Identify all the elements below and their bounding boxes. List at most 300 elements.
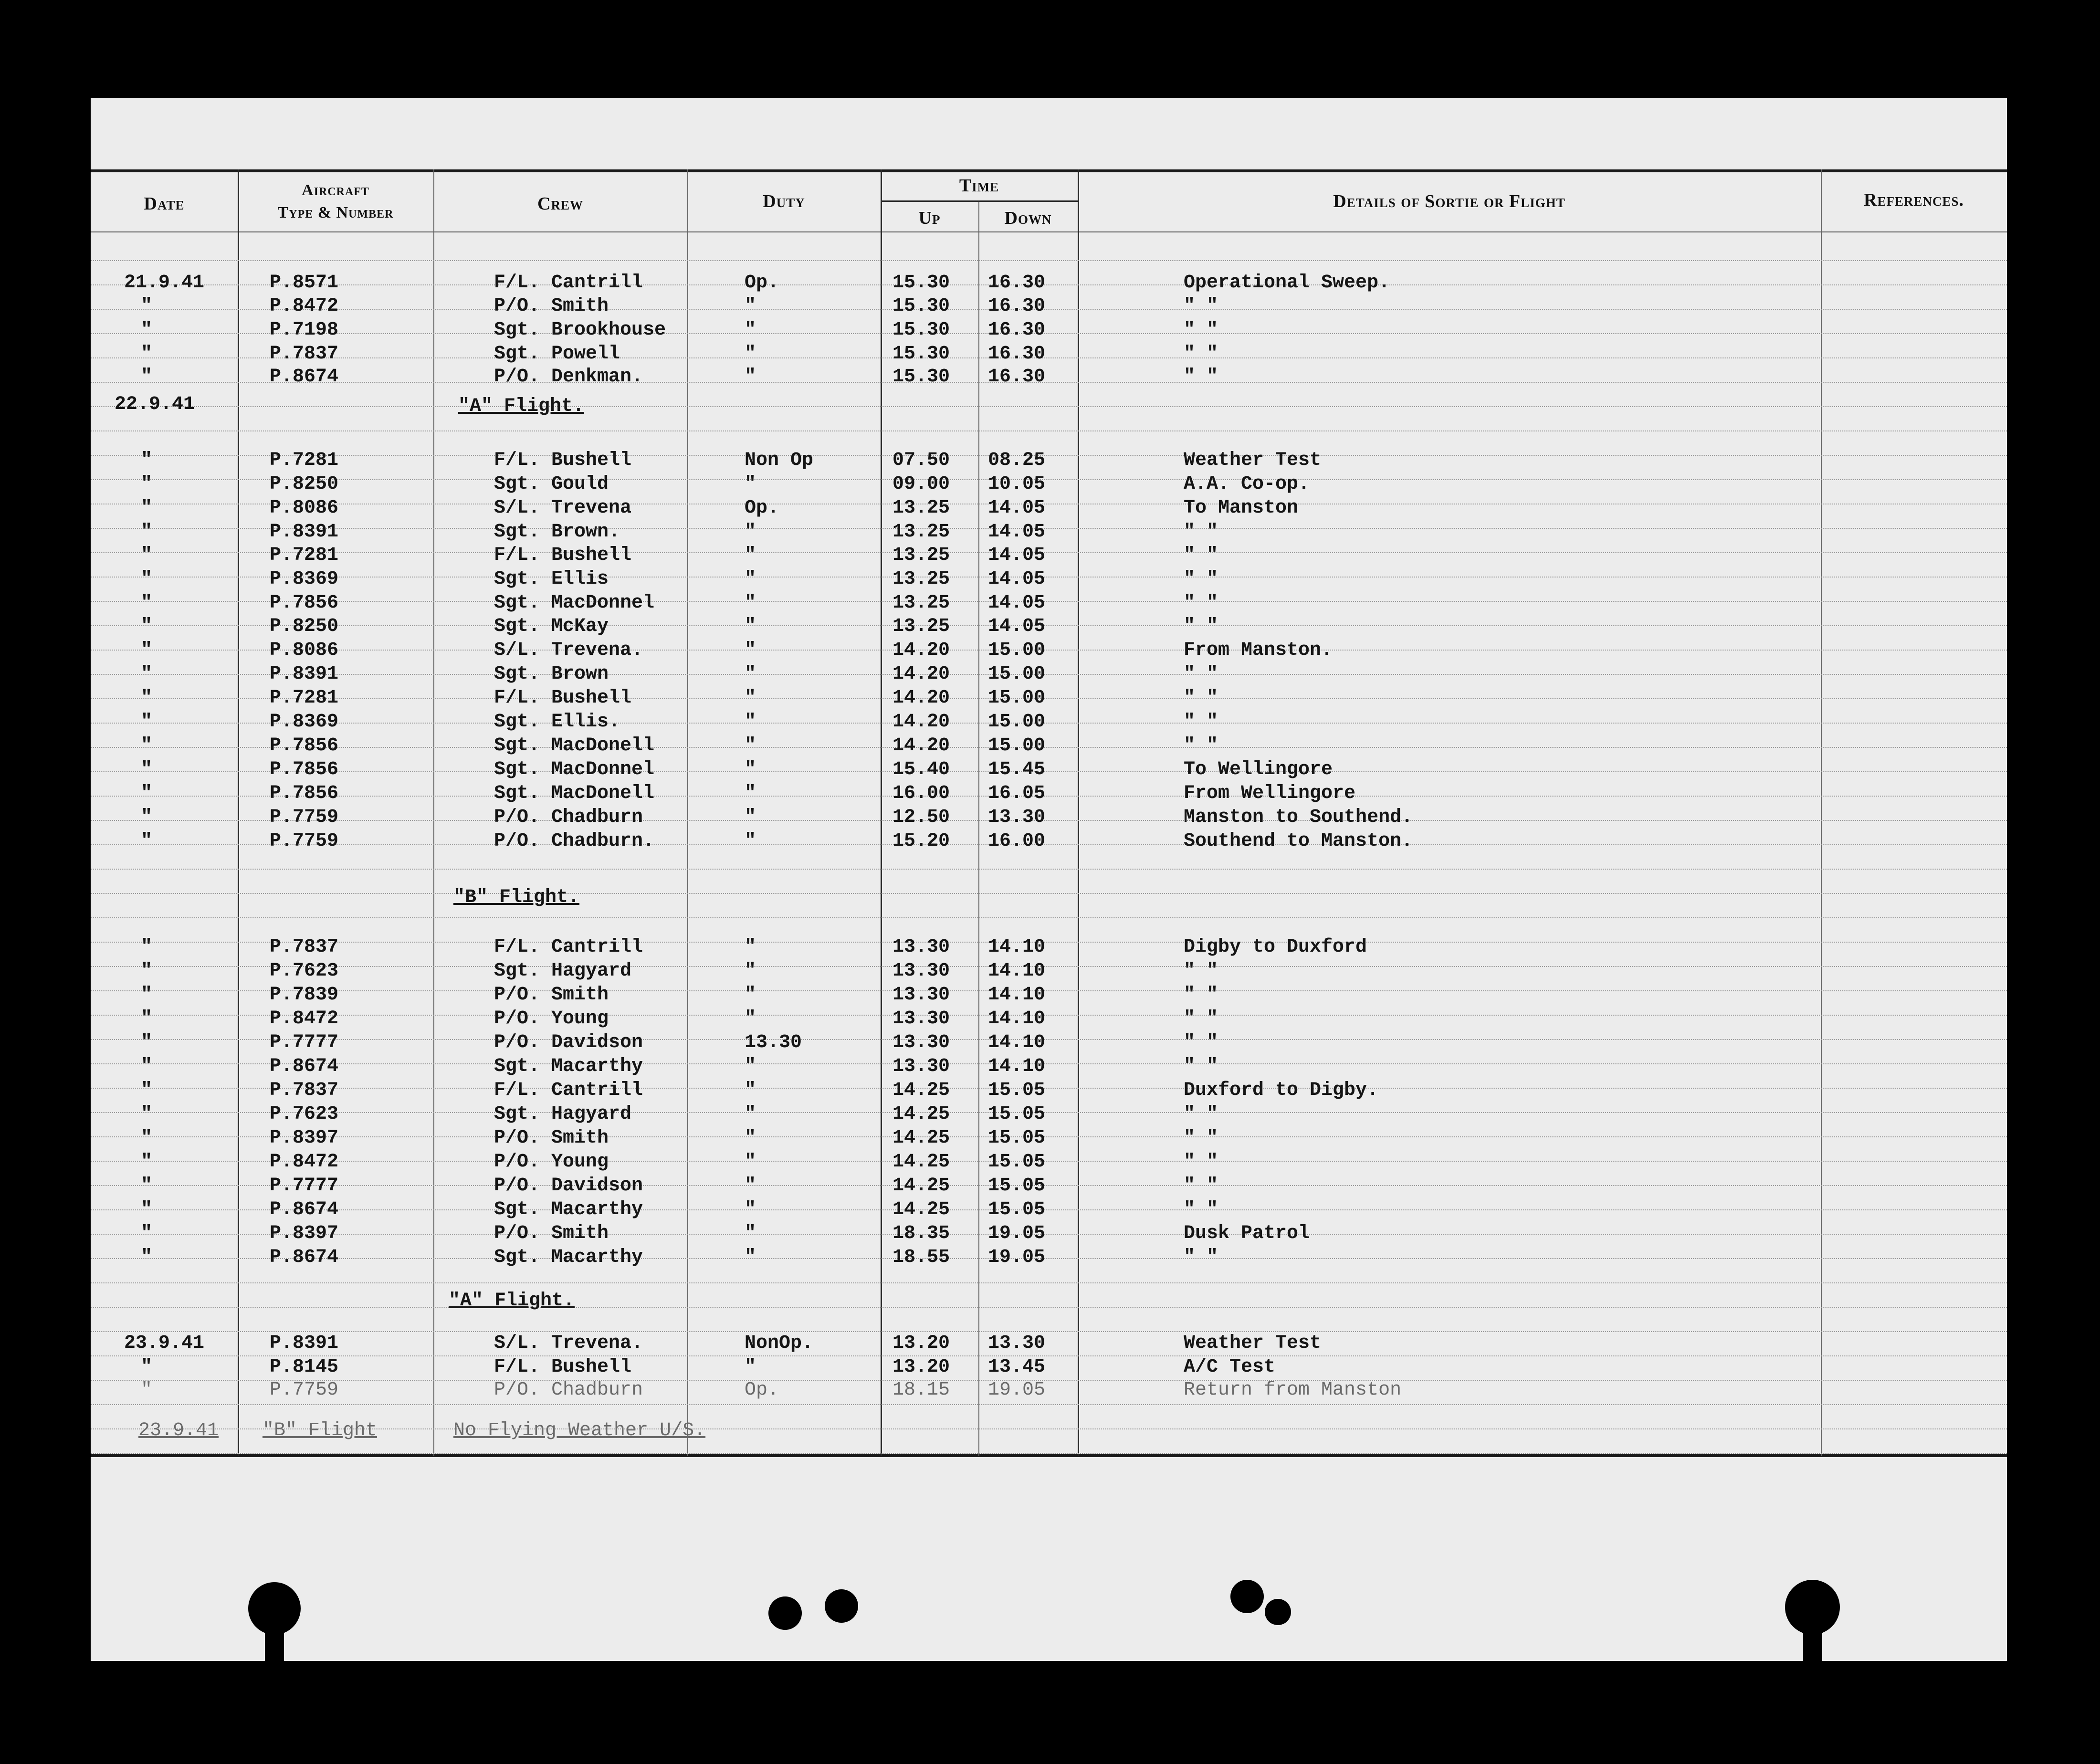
row-aircraft: P.8369 bbox=[270, 568, 339, 590]
row-details: From Manston. bbox=[1184, 640, 1333, 661]
row-crew: F/L. Bushell bbox=[494, 687, 632, 709]
ruled-line bbox=[91, 284, 2007, 285]
row-time-down: 13.45 bbox=[988, 1356, 1046, 1378]
row-date: " bbox=[141, 830, 153, 852]
row-details: Duxford to Digby. bbox=[1184, 1080, 1379, 1101]
row-time-up: 14.20 bbox=[892, 687, 950, 709]
row-duty: " bbox=[745, 663, 756, 685]
column-divider bbox=[433, 169, 434, 1456]
ruled-line bbox=[91, 528, 2007, 529]
row-date: " bbox=[141, 1103, 153, 1125]
row-aircraft: P.8250 bbox=[270, 473, 339, 495]
row-date: " bbox=[141, 568, 153, 590]
ruled-line bbox=[91, 869, 2007, 870]
row-time-down: 14.10 bbox=[988, 1008, 1046, 1029]
row-aircraft: P.8250 bbox=[270, 616, 339, 637]
row-crew: F/L. Bushell bbox=[494, 450, 632, 471]
row-time-down: 19.05 bbox=[988, 1223, 1046, 1244]
row-crew: S/L. Trevena bbox=[494, 497, 632, 519]
row-date: " bbox=[141, 1356, 153, 1378]
row-time-up: 15.20 bbox=[892, 830, 950, 852]
row-time-up: 15.30 bbox=[892, 319, 950, 341]
ruled-line bbox=[91, 1185, 2007, 1186]
row-time-down: 16.30 bbox=[988, 319, 1046, 341]
row-crew: P/O. Young bbox=[494, 1151, 609, 1173]
row-duty: " bbox=[745, 319, 756, 341]
row-time-up: 18.35 bbox=[892, 1223, 950, 1244]
row-date: 23.9.41 bbox=[124, 1333, 205, 1354]
header-aircraft: Aircraft bbox=[302, 181, 369, 199]
row-details: Manston to Southend. bbox=[1184, 807, 1413, 828]
row-details: " " bbox=[1184, 545, 1218, 566]
binder-slot bbox=[1803, 1623, 1822, 1666]
row-time-up: 13.25 bbox=[892, 497, 950, 519]
row-duty: " bbox=[745, 343, 756, 365]
row-time-up: 13.30 bbox=[892, 1008, 950, 1029]
row-time-up: 13.30 bbox=[892, 960, 950, 982]
last-row-date: 23.9.41 bbox=[138, 1420, 219, 1441]
row-details: A.A. Co-op. bbox=[1184, 473, 1310, 495]
header-rule-top bbox=[91, 169, 2007, 172]
ruled-line bbox=[91, 1404, 2007, 1405]
row-duty: " bbox=[745, 1080, 756, 1101]
row-time-up: 13.25 bbox=[892, 592, 950, 614]
row-time-up: 18.55 bbox=[892, 1247, 950, 1268]
ruled-line bbox=[91, 406, 2007, 407]
row-details: " " bbox=[1184, 663, 1218, 685]
row-time-down: 14.10 bbox=[988, 960, 1046, 982]
row-date: " bbox=[141, 616, 153, 637]
row-date: " bbox=[141, 807, 153, 828]
row-details: Southend to Manston. bbox=[1184, 830, 1413, 852]
row-date: " bbox=[141, 343, 153, 365]
row-duty: " bbox=[745, 592, 756, 614]
row-crew: P/O. Davidson bbox=[494, 1175, 643, 1197]
row-duty: Non Op bbox=[745, 450, 814, 471]
row-time-up: 09.00 bbox=[892, 473, 950, 495]
row-details: " " bbox=[1184, 960, 1218, 982]
row-time-down: 15.05 bbox=[988, 1199, 1046, 1220]
row-time-down: 15.00 bbox=[988, 640, 1046, 661]
column-divider bbox=[978, 202, 979, 1456]
ruled-line bbox=[91, 601, 2007, 602]
row-details: " " bbox=[1184, 711, 1218, 733]
ruled-line bbox=[91, 1380, 2007, 1381]
row-details: " " bbox=[1184, 1247, 1218, 1268]
row-details: " " bbox=[1184, 366, 1218, 388]
row-date: " bbox=[141, 1151, 153, 1173]
row-duty: " bbox=[745, 545, 756, 566]
punch-hole bbox=[768, 1596, 802, 1630]
row-crew: Sgt. Ellis. bbox=[494, 711, 620, 733]
row-details: " " bbox=[1184, 343, 1218, 365]
row-aircraft: P.7856 bbox=[270, 759, 339, 780]
row-date: " bbox=[141, 1247, 153, 1268]
row-details: " " bbox=[1184, 1008, 1218, 1029]
row-aircraft: P.8674 bbox=[270, 1199, 339, 1220]
row-date: " bbox=[141, 936, 153, 958]
ruled-line bbox=[91, 1307, 2007, 1308]
row-date: " bbox=[141, 1379, 153, 1401]
row-duty: Op. bbox=[745, 1379, 779, 1401]
row-duty: " bbox=[745, 1223, 756, 1244]
row-date: " bbox=[141, 366, 153, 388]
row-crew: Sgt. Brown. bbox=[494, 521, 620, 543]
ruled-line bbox=[91, 382, 2007, 383]
row-date: " bbox=[141, 735, 153, 756]
row-time-up: 13.30 bbox=[892, 984, 950, 1006]
last-row-aircraft: "B" Flight bbox=[262, 1420, 378, 1441]
punch-hole bbox=[1265, 1599, 1291, 1625]
punch-hole bbox=[1230, 1580, 1264, 1613]
row-time-up: 14.20 bbox=[892, 735, 950, 756]
row-aircraft: P.7281 bbox=[270, 545, 339, 566]
ruled-line bbox=[91, 455, 2007, 456]
row-date: " bbox=[141, 450, 153, 471]
footer-rule bbox=[91, 1454, 2007, 1457]
ruled-line bbox=[91, 917, 2007, 918]
row-duty: " bbox=[745, 830, 756, 852]
row-time-up: 14.25 bbox=[892, 1151, 950, 1173]
row-duty: Op. bbox=[745, 497, 779, 519]
row-details: Dusk Patrol bbox=[1184, 1223, 1310, 1244]
row-time-down: 15.05 bbox=[988, 1103, 1046, 1125]
row-time-down: 16.30 bbox=[988, 366, 1046, 388]
ruled-line bbox=[91, 333, 2007, 334]
record-sheet bbox=[91, 98, 2007, 1661]
row-duty: " bbox=[745, 1151, 756, 1173]
row-time-down: 14.10 bbox=[988, 1056, 1046, 1077]
row-details: " " bbox=[1184, 616, 1218, 637]
row-time-down: 16.00 bbox=[988, 830, 1046, 852]
row-time-up: 14.25 bbox=[892, 1175, 950, 1197]
ruled-line bbox=[91, 1428, 2007, 1429]
row-aircraft: P.7837 bbox=[270, 343, 339, 365]
row-time-up: 12.50 bbox=[892, 807, 950, 828]
row-crew: Sgt. MacDonell bbox=[494, 735, 655, 756]
row-details: To Wellingore bbox=[1184, 759, 1333, 780]
row-aircraft: P.7759 bbox=[270, 830, 339, 852]
row-aircraft: P.7198 bbox=[270, 319, 339, 341]
ruled-line bbox=[91, 1015, 2007, 1016]
row-duty: " bbox=[745, 1103, 756, 1125]
row-crew: F/L. Bushell bbox=[494, 1356, 632, 1378]
ruled-line bbox=[91, 747, 2007, 748]
row-duty: " bbox=[745, 1008, 756, 1029]
row-time-up: 13.25 bbox=[892, 545, 950, 566]
ruled-line bbox=[91, 966, 2007, 967]
row-date: " bbox=[141, 1175, 153, 1197]
row-details: " " bbox=[1184, 1103, 1218, 1125]
row-time-up: 13.20 bbox=[892, 1356, 950, 1378]
row-time-up: 07.50 bbox=[892, 450, 950, 471]
row-date: " bbox=[141, 984, 153, 1006]
row-crew: Sgt. Brown bbox=[494, 663, 609, 685]
row-details: " " bbox=[1184, 568, 1218, 590]
row-time-up: 15.30 bbox=[892, 295, 950, 317]
column-divider bbox=[1821, 169, 1822, 1456]
header-duty: Duty bbox=[763, 191, 805, 211]
ruled-line bbox=[91, 698, 2007, 699]
row-time-down: 15.45 bbox=[988, 759, 1046, 780]
row-aircraft: P.8397 bbox=[270, 1223, 339, 1244]
row-duty: 13.30 bbox=[745, 1032, 802, 1053]
ruled-line bbox=[91, 1161, 2007, 1162]
row-aircraft: P.7856 bbox=[270, 592, 339, 614]
row-duty: " bbox=[745, 568, 756, 590]
row-date: " bbox=[141, 545, 153, 566]
row-duty: " bbox=[745, 1175, 756, 1197]
row-time-down: 14.05 bbox=[988, 497, 1046, 519]
row-duty: Op. bbox=[745, 272, 779, 294]
row-aircraft: P.7759 bbox=[270, 807, 339, 828]
row-time-up: 14.25 bbox=[892, 1127, 950, 1149]
row-crew: P/O. Chadburn bbox=[494, 1379, 643, 1401]
row-duty: " bbox=[745, 783, 756, 804]
row-details: " " bbox=[1184, 592, 1218, 614]
ruled-line bbox=[91, 357, 2007, 358]
row-time-up: 14.20 bbox=[892, 640, 950, 661]
row-duty: " bbox=[745, 1056, 756, 1077]
row-time-down: 14.05 bbox=[988, 521, 1046, 543]
row-time-down: 15.05 bbox=[988, 1175, 1046, 1197]
row-duty: " bbox=[745, 759, 756, 780]
row-aircraft: P.8472 bbox=[270, 295, 339, 317]
ruled-line bbox=[91, 1331, 2007, 1332]
row-time-down: 15.00 bbox=[988, 711, 1046, 733]
row-details: " " bbox=[1184, 1199, 1218, 1220]
row-time-up: 14.25 bbox=[892, 1080, 950, 1101]
row-crew: P/O. Young bbox=[494, 1008, 609, 1029]
row-time-down: 14.05 bbox=[988, 616, 1046, 637]
row-aircraft: P.7623 bbox=[270, 1103, 339, 1125]
row-time-down: 14.10 bbox=[988, 936, 1046, 958]
row-time-down: 08.25 bbox=[988, 450, 1046, 471]
section-b-flight: "B" Flight. bbox=[453, 887, 580, 908]
row-crew: Sgt. McKay bbox=[494, 616, 609, 637]
row-aircraft: P.8472 bbox=[270, 1151, 339, 1173]
ruled-line bbox=[91, 1234, 2007, 1235]
row-time-down: 14.10 bbox=[988, 984, 1046, 1006]
column-divider bbox=[1078, 169, 1079, 1456]
column-divider bbox=[687, 169, 688, 1456]
row-date: " bbox=[141, 1199, 153, 1220]
section-a-flight: "A" Flight. bbox=[458, 396, 585, 417]
row-crew: Sgt. Brookhouse bbox=[494, 319, 666, 341]
row-crew: P/O. Smith bbox=[494, 1223, 609, 1244]
row-date: " bbox=[141, 663, 153, 685]
row-crew: Sgt. Hagyard bbox=[494, 1103, 632, 1125]
binder-slot bbox=[265, 1623, 284, 1666]
row-aircraft: P.7777 bbox=[270, 1032, 339, 1053]
row-aircraft: P.8086 bbox=[270, 640, 339, 661]
header-date: Date bbox=[144, 194, 185, 214]
row-aircraft: P.8674 bbox=[270, 1247, 339, 1268]
row-duty: " bbox=[745, 687, 756, 709]
row-crew: Sgt. MacDonnel bbox=[494, 592, 655, 614]
row-aircraft: P.8086 bbox=[270, 497, 339, 519]
row-duty: " bbox=[745, 366, 756, 388]
column-divider bbox=[238, 169, 239, 1456]
row-crew: Sgt. Powell bbox=[494, 343, 620, 365]
row-details: Weather Test bbox=[1184, 1333, 1322, 1354]
ruled-line bbox=[91, 820, 2007, 821]
header-time-down: Down bbox=[1004, 208, 1052, 228]
row-crew: P/O. Smith bbox=[494, 1127, 609, 1149]
row-time-up: 13.25 bbox=[892, 568, 950, 590]
row-time-up: 13.30 bbox=[892, 936, 950, 958]
row-crew: S/L. Trevena. bbox=[494, 640, 643, 661]
row-duty: " bbox=[745, 735, 756, 756]
row-date: " bbox=[141, 1008, 153, 1029]
row-details: " " bbox=[1184, 295, 1218, 317]
row-date: " bbox=[141, 295, 153, 317]
row-details: From Wellingore bbox=[1184, 783, 1356, 804]
row-crew: F/L. Cantrill bbox=[494, 936, 643, 958]
row-time-up: 13.20 bbox=[892, 1333, 950, 1354]
ruled-line bbox=[91, 990, 2007, 991]
row-aircraft: P.7281 bbox=[270, 450, 339, 471]
ruled-line bbox=[91, 674, 2007, 675]
row-details: To Manston bbox=[1184, 497, 1299, 519]
header-aircraft-type: Type & Number bbox=[277, 204, 394, 221]
row-details: " " bbox=[1184, 1056, 1218, 1077]
row-crew: Sgt. Hagyard bbox=[494, 960, 632, 982]
ruled-line bbox=[91, 1453, 2007, 1454]
row-time-up: 13.30 bbox=[892, 1032, 950, 1053]
ruled-line bbox=[91, 796, 2007, 797]
row-crew: Sgt. Ellis bbox=[494, 568, 609, 590]
row-crew: P/O. Davidson bbox=[494, 1032, 643, 1053]
row-aircraft: P.7281 bbox=[270, 687, 339, 709]
header-time: Time bbox=[959, 176, 999, 196]
row-details: " " bbox=[1184, 319, 1218, 341]
row-crew: Sgt. Macarthy bbox=[494, 1056, 643, 1077]
row-date: " bbox=[141, 687, 153, 709]
ruled-line bbox=[91, 844, 2007, 845]
row-duty: " bbox=[745, 1127, 756, 1149]
row-details: " " bbox=[1184, 1151, 1218, 1173]
row-crew: Sgt. MacDonnel bbox=[494, 759, 655, 780]
row-time-down: 14.10 bbox=[988, 1032, 1046, 1053]
row-date: " bbox=[141, 319, 153, 341]
row-aircraft: P.8571 bbox=[270, 272, 339, 294]
row-date: " bbox=[141, 497, 153, 519]
row-aircraft: P.8391 bbox=[270, 663, 339, 685]
row-date: " bbox=[141, 1080, 153, 1101]
ruled-line bbox=[91, 1112, 2007, 1113]
column-divider bbox=[881, 169, 882, 1456]
ruled-line bbox=[91, 1136, 2007, 1137]
row-date: " bbox=[141, 1056, 153, 1077]
row-time-up: 13.25 bbox=[892, 616, 950, 637]
row-date: " bbox=[141, 1032, 153, 1053]
row-duty: " bbox=[745, 936, 756, 958]
row-aircraft: P.8674 bbox=[270, 366, 339, 388]
row-duty: " bbox=[745, 295, 756, 317]
row-date: " bbox=[141, 473, 153, 495]
row-crew: P/O. Chadburn bbox=[494, 807, 643, 828]
row-aircraft: P.7837 bbox=[270, 936, 339, 958]
row-time-up: 14.20 bbox=[892, 663, 950, 685]
row-duty: " bbox=[745, 521, 756, 543]
row-duty: " bbox=[745, 473, 756, 495]
header-references: References. bbox=[1864, 190, 1964, 210]
row-time-down: 16.30 bbox=[988, 272, 1046, 294]
row-time-down: 15.00 bbox=[988, 663, 1046, 685]
row-time-down: 15.05 bbox=[988, 1151, 1046, 1173]
ruled-line bbox=[91, 552, 2007, 553]
ruled-line bbox=[91, 625, 2007, 626]
row-time-up: 15.30 bbox=[892, 343, 950, 365]
row-details: " " bbox=[1184, 1127, 1218, 1149]
row-time-up: 13.30 bbox=[892, 1056, 950, 1077]
ruled-line bbox=[91, 309, 2007, 310]
section-a-flight-2: "A" Flight. bbox=[449, 1290, 575, 1312]
row-aircraft: P.7839 bbox=[270, 984, 339, 1006]
row-time-up: 14.25 bbox=[892, 1199, 950, 1220]
row-crew: F/L. Bushell bbox=[494, 545, 632, 566]
row-aircraft: P.8391 bbox=[270, 1333, 339, 1354]
row-details: " " bbox=[1184, 1032, 1218, 1053]
row-aircraft: P.7856 bbox=[270, 735, 339, 756]
row-aircraft: P.8369 bbox=[270, 711, 339, 733]
ruled-line bbox=[91, 723, 2007, 724]
ruled-line bbox=[91, 942, 2007, 943]
ruled-line bbox=[91, 260, 2007, 261]
ruled-line bbox=[91, 1063, 2007, 1064]
row-aircraft: P.8472 bbox=[270, 1008, 339, 1029]
time-divider bbox=[881, 200, 1078, 202]
ruled-line bbox=[91, 1039, 2007, 1040]
row-crew: P/O. Chadburn. bbox=[494, 830, 655, 852]
row-time-down: 16.30 bbox=[988, 295, 1046, 317]
row-details: " " bbox=[1184, 521, 1218, 543]
ruled-line bbox=[91, 650, 2007, 651]
row-date: " bbox=[141, 783, 153, 804]
row-aircraft: P.8397 bbox=[270, 1127, 339, 1149]
row-time-up: 15.40 bbox=[892, 759, 950, 780]
row-time-up: 14.25 bbox=[892, 1103, 950, 1125]
row-duty: " bbox=[745, 984, 756, 1006]
row-aircraft: P.8391 bbox=[270, 521, 339, 543]
header-details: Details of Sortie or Flight bbox=[1333, 191, 1565, 211]
punch-hole bbox=[825, 1589, 858, 1623]
row-duty: " bbox=[745, 807, 756, 828]
row-crew: Sgt. Gould bbox=[494, 473, 609, 495]
row-time-down: 16.30 bbox=[988, 343, 1046, 365]
ruled-line bbox=[91, 430, 2007, 431]
ruled-line bbox=[91, 893, 2007, 894]
row-date: " bbox=[141, 592, 153, 614]
row-date: " bbox=[141, 711, 153, 733]
row-aircraft: P.7856 bbox=[270, 783, 339, 804]
last-row-crew: No Flying Weather U/S. bbox=[453, 1420, 706, 1441]
row-aircraft: P.7759 bbox=[270, 1379, 339, 1401]
row-time-down: 19.05 bbox=[988, 1379, 1046, 1401]
row-aircraft: P.7777 bbox=[270, 1175, 339, 1197]
row-date: " bbox=[141, 759, 153, 780]
row-duty: " bbox=[745, 1247, 756, 1268]
row-details: Digby to Duxford bbox=[1184, 936, 1367, 958]
row-crew: Sgt. MacDonell bbox=[494, 783, 655, 804]
row-aircraft: P.7623 bbox=[270, 960, 339, 982]
row-time-down: 14.05 bbox=[988, 568, 1046, 590]
ruled-line bbox=[91, 1258, 2007, 1259]
row-details: " " bbox=[1184, 1175, 1218, 1197]
row-crew: Sgt. Macarthy bbox=[494, 1247, 643, 1268]
row-duty: NonOp. bbox=[745, 1333, 814, 1354]
